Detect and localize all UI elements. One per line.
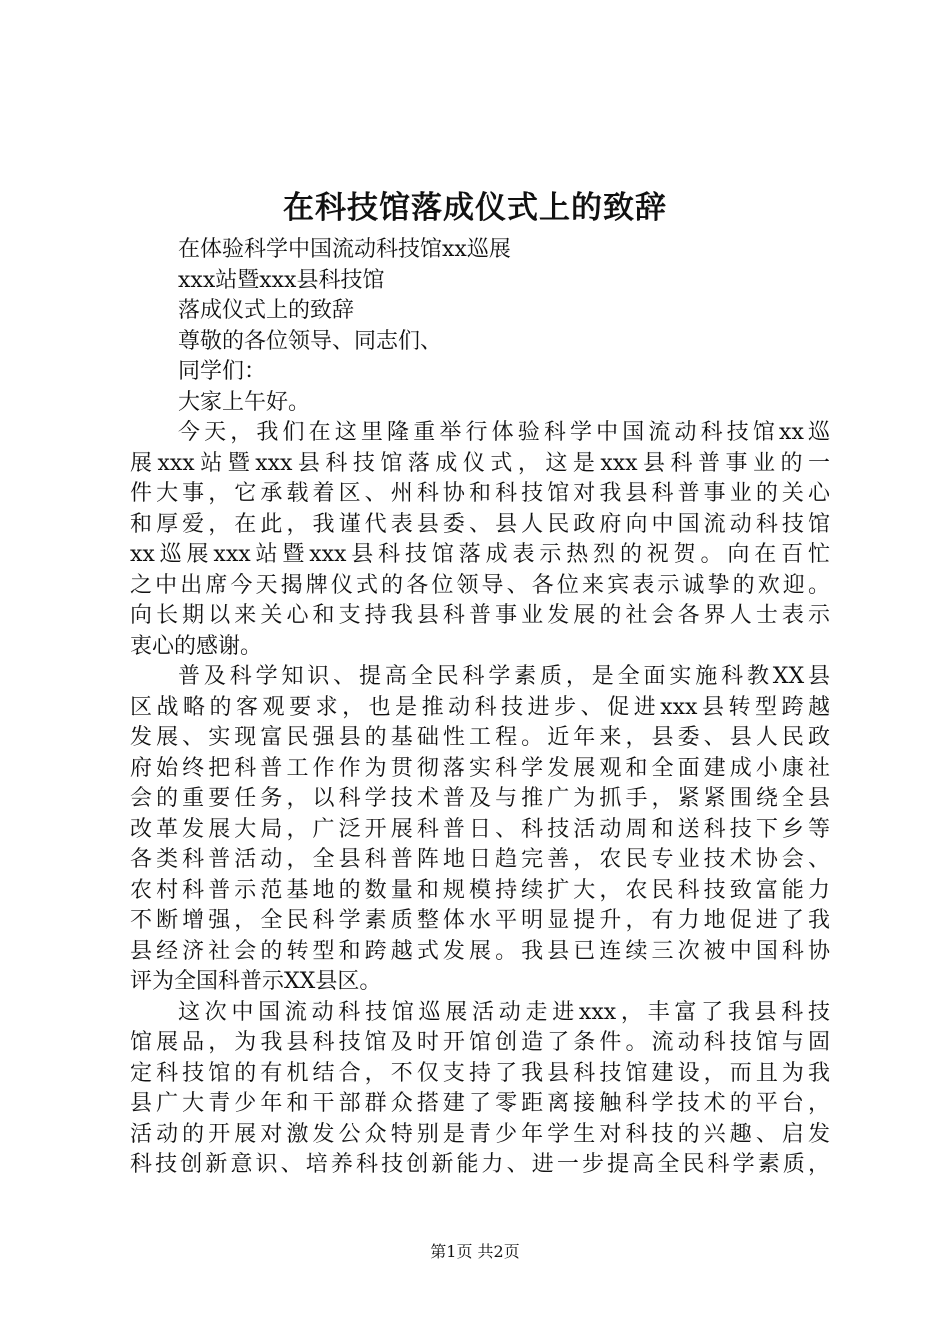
body-line: 不断增强，全民科学素质整体水平明显提升，有力地促进了我 bbox=[130, 908, 830, 933]
body-line: 府始终把科普工作作为贯彻落实科学发展观和全面建成小康社 bbox=[130, 755, 830, 781]
body-line: 农村科普示范基地的数量和规模持续扩大，农民科技致富能力 bbox=[130, 877, 830, 903]
body-line: 展xxx站暨xxx县科技馆落成仪式，这是xxx县科普事业的一 bbox=[130, 450, 830, 476]
body-line: 普及科学知识、提高全民科学素质，是全面实施科教XX县 bbox=[178, 664, 830, 689]
body-line: 发展、实现富民强县的基础性工程。近年来，县委、县人民政 bbox=[130, 725, 830, 750]
body-line: 和厚爱，在此，我谨代表县委、县人民政府向中国流动科技馆 bbox=[130, 511, 830, 537]
body-line: 今天，我们在这里隆重举行体验科学中国流动科技馆xx巡 bbox=[178, 420, 830, 445]
body-line: 尊敬的各位领导、同志们、 bbox=[178, 328, 443, 354]
body-line: 活动的开展对激发公众特别是青少年学生对科技的兴趣、启发 bbox=[130, 1121, 830, 1147]
body-line: 同学们： bbox=[178, 359, 267, 384]
body-line: 区战略的客观要求，也是推动科技进步、促进xxx县转型跨越 bbox=[130, 694, 830, 720]
body-line: 各类科普活动，全县科普阵地日趋完善，农民专业技术协会、 bbox=[130, 847, 830, 872]
document-title: 在科技馆落成仪式上的致辞 bbox=[283, 190, 667, 226]
body-line: 会的重要任务，以科学技术普及与推广为抓手，紧紧围绕全县 bbox=[130, 786, 830, 811]
body-line: 落成仪式上的致辞 bbox=[178, 298, 355, 323]
body-line: 改革发展大局，广泛开展科普日、科技活动周和送科技下乡等 bbox=[130, 816, 830, 842]
body-line: 评为全国科普示XX县区。 bbox=[130, 969, 382, 994]
body-line: 定科技馆的有机结合，不仅支持了我县科技馆建设，而且为我 bbox=[130, 1060, 830, 1086]
body-line: 之中出席今天揭牌仪式的各位领导、各位来宾表示诚挚的欢迎。 bbox=[130, 572, 830, 598]
body-line: 衷心的感谢。 bbox=[130, 633, 263, 659]
document-body bbox=[130, 235, 830, 1181]
body-line: 这次中国流动科技馆巡展活动走进xxx，丰富了我县科技 bbox=[178, 999, 830, 1025]
body-line: xxx站暨xxx县科技馆 bbox=[178, 267, 385, 293]
body-line: 大家上午好。 bbox=[178, 389, 311, 415]
body-line: 馆展品，为我县科技馆及时开馆创造了条件。流动科技馆与固 bbox=[130, 1030, 830, 1055]
body-line: 在体验科学中国流动科技馆xx巡展 bbox=[178, 237, 511, 262]
body-line: 向长期以来关心和支持我县科普事业发展的社会各界人士表示 bbox=[130, 603, 830, 628]
page-footer: 第1页 共2页 bbox=[430, 1242, 520, 1261]
body-line: xx巡展xxx站暨xxx县科技馆落成表示热烈的祝贺。向在百忙 bbox=[130, 542, 830, 567]
body-line: 县经济社会的转型和跨越式发展。我县已连续三次被中国科协 bbox=[130, 938, 830, 964]
body-line: 件大事，它承载着区、州科协和科技馆对我县科普事业的关心 bbox=[130, 481, 830, 506]
body-line: 科技创新意识、培养科技创新能力、进一步提高全民科学素质， bbox=[130, 1152, 830, 1177]
body-line: 县广大青少年和干部群众搭建了零距离接触科学技术的平台， bbox=[130, 1091, 830, 1116]
